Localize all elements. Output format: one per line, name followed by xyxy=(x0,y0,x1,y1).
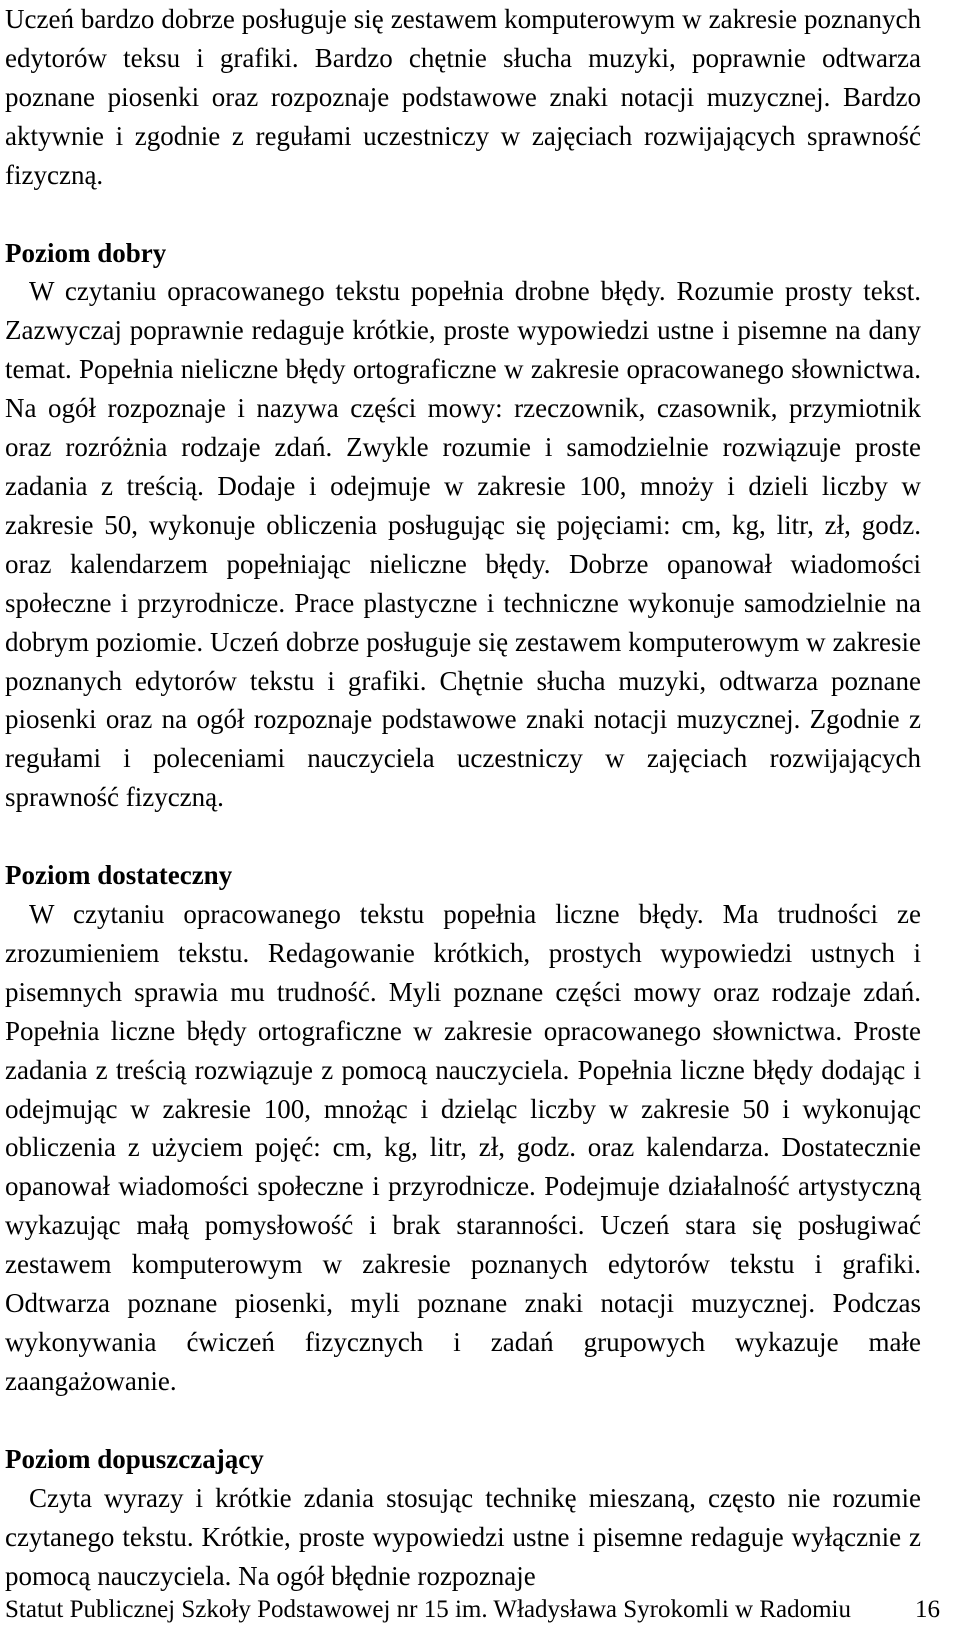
page-number: 16 xyxy=(915,1596,940,1623)
footer-title: Statut Publicznej Szkoły Podstawowej nr 15 im. Władysława Syrokomli w Radomiu xyxy=(5,1596,851,1623)
document-body xyxy=(5,0,921,1595)
section-heading-good: Poziom dobry xyxy=(5,237,167,268)
intro-paragraph: Uczeń bardzo dobrze posługuje się zestawem komputerowym w zakresie poznanych edytorów teksu i grafiki. Bardzo chętnie słucha muzyki, poprawnie odtwarza poznane piosenki oraz rozpoznaje podstawowe znaki notacji muzycznej. Bardzo aktywnie i zgodnie z regułami uczestniczy w zajęciach rozwijających sprawność fizyczną. xyxy=(5,4,921,190)
section-spacer xyxy=(5,1401,921,1440)
section-spacer xyxy=(5,195,921,234)
section-heading-acceptable: Poziom dopuszczający xyxy=(5,1443,264,1474)
section-text-acceptable: Czyta wyrazy i krótkie zdania stosując technikę mieszaną, często nie rozumie czytanego tekstu. Krótkie, proste wypowiedzi ustne i pisemne redaguje wyłącznie z pomocą nauczyciela. Na ogół błędnie rozpoznaje xyxy=(5,1482,921,1591)
section-text-good: W czytaniu opracowanego tekstu popełnia drobne błędy. Rozumie prosty tekst. Zazwyczaj poprawnie redaguje krótkie, proste wypowiedzi ustne i pisemne na dany temat. Popełnia nieliczne błędy ortograficzne w zakresie opracowanego słownictwa. Na ogół rozpoznaje i nazywa części mowy: rzeczownik, czasownik, przymiotnik oraz rozróżnia rodzaje zdań. Zwykle rozumie i samodzielnie rozwiązuje proste zadania z treścią. Dodaje i odejmuje w zakresie 100, mnoży i dzieli liczby w zakresie 50, wykonuje obliczenia posługując się pojęciami: cm, kg, litr, zł, godz. oraz kalendarzem popełniając nieliczne błędy. Dobrze opanował wiadomości społeczne i przyrodnicze. Prace plastyczne i techniczne wykonuje samodzielnie na dobrym poziomie. Uczeń dobrze posługuje się zestawem komputerowym w zakresie poznanych edytorów tekstu i grafiki. Chętnie słucha muzyki, odtwarza poznane piosenki oraz na ogół rozpoznaje podstawowe znaki notacji muzycznej. Zgodnie z regułami i poleceniami nauczyciela uczestniczy w zajęciach rozwijających sprawność fizyczną. xyxy=(5,276,921,813)
page-footer xyxy=(5,1594,940,1626)
section-text-sufficient: W czytaniu opracowanego tekstu popełnia liczne błędy. Ma trudności ze zrozumieniem tekstu. Redagowanie krótkich, prostych wypowiedzi ustnych i pisemnych sprawia mu trudność. Myli poznane części mowy oraz rodzaje zdań. Popełnia liczne błędy ortograficzne w zakresie opracowanego słownictwa. Proste zadania z treścią rozwiązuje z pomocą nauczyciela. Popełnia liczne błędy dodając i odejmując w zakresie 100, mnożąc i dzieląc liczby w zakresie 50 i wykonując obliczenia z użyciem pojęć: cm, kg, litr, zł, godz. oraz kalendarza. Dostatecznie opanował wiadomości społeczne i przyrodnicze. Podejmuje działalność artystyczną wykazując małą pomysłowość i brak staranności. Uczeń stara się posługiwać zestawem komputerowym w zakresie poznanych edytorów tekstu i grafiki. Odtwarza poznane piosenki, myli poznane znaki notacji muzycznej. Podczas wykonywania ćwiczeń fizycznych i zadań grupowych wykazuje małe zaangażowanie. xyxy=(5,899,921,1396)
section-heading-sufficient: Poziom dostateczny xyxy=(5,860,233,891)
section-spacer xyxy=(5,817,921,856)
